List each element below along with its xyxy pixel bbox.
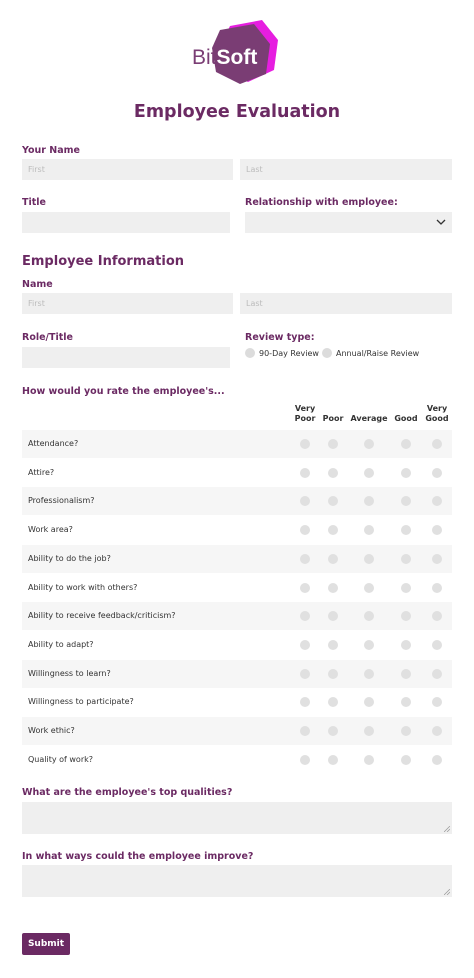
role-title-label: Role/Title <box>22 332 73 343</box>
rating-radio-button[interactable] <box>328 525 338 535</box>
form-title: Employee Evaluation <box>133 102 341 122</box>
rating-radio-button[interactable] <box>364 669 374 679</box>
rating-radio-button[interactable] <box>328 755 338 765</box>
relationship-label: Relationship with employee: <box>245 197 398 208</box>
rating-radio-button[interactable] <box>300 439 310 449</box>
rating-radio-button[interactable] <box>401 554 411 564</box>
radio-button[interactable] <box>322 348 332 358</box>
column-average: Average <box>350 414 388 423</box>
rating-radio-button[interactable] <box>300 697 310 707</box>
rating-radio-button[interactable] <box>328 697 338 707</box>
radio-button[interactable] <box>245 348 255 358</box>
rating-radio-button[interactable] <box>401 697 411 707</box>
rating-radio-button[interactable] <box>364 525 374 535</box>
employee-name-label: Name <box>22 279 53 290</box>
rating-radio-button[interactable] <box>432 439 442 449</box>
employee-info-heading: Employee Information <box>22 254 185 269</box>
rating-row-background <box>22 717 452 745</box>
column-very-good: Very Good <box>425 404 449 423</box>
rating-radio-button[interactable] <box>300 726 310 736</box>
rating-radio-button[interactable] <box>401 726 411 736</box>
rating-row-label: Ability to work with others? <box>28 582 138 592</box>
rating-radio-button[interactable] <box>300 554 310 564</box>
rating-radio-button[interactable] <box>364 583 374 593</box>
rating-radio-button[interactable] <box>300 468 310 478</box>
chevron-down-icon <box>436 217 446 227</box>
rating-radio-button[interactable] <box>432 755 442 765</box>
resize-grip-icon[interactable] <box>444 889 450 895</box>
rating-radio-button[interactable] <box>300 583 310 593</box>
rating-radio-button[interactable] <box>328 554 338 564</box>
submit-button[interactable]: Submit <box>22 933 70 955</box>
review-type-label: Review type: <box>245 332 315 343</box>
title-input[interactable] <box>22 212 230 233</box>
resize-grip-icon[interactable] <box>444 826 450 832</box>
improve-textarea[interactable] <box>22 865 452 897</box>
top-qualities-label: What are the employee's top qualities? <box>22 787 233 798</box>
logo-wordmark <box>192 46 257 70</box>
rating-radio-button[interactable] <box>401 468 411 478</box>
employee-last-name-input[interactable]: Last <box>240 293 452 314</box>
logo-bit-text: Bit <box>192 46 217 69</box>
rating-radio-button[interactable] <box>432 525 442 535</box>
rating-row-label: Professionalism? <box>28 496 95 506</box>
rating-radio-button[interactable] <box>364 697 374 707</box>
rating-radio-button[interactable] <box>300 755 310 765</box>
rating-radio-button[interactable] <box>432 583 442 593</box>
rating-radio-button[interactable] <box>364 468 374 478</box>
review-option-label: 90-Day Review <box>259 348 319 358</box>
rating-radio-button[interactable] <box>364 439 374 449</box>
rating-radio-button[interactable] <box>364 640 374 650</box>
rating-row-label: Willingness to learn? <box>28 668 111 678</box>
relationship-select[interactable] <box>245 212 452 233</box>
rating-row-label: Attire? <box>28 467 55 477</box>
rating-row-label: Attendance? <box>28 439 79 448</box>
rating-radio-button[interactable] <box>328 583 338 593</box>
your-first-name-input[interactable]: First <box>22 159 233 180</box>
rating-radio-button[interactable] <box>300 640 310 650</box>
your-last-name-input[interactable]: Last <box>240 159 452 180</box>
rating-radio-button[interactable] <box>364 755 374 765</box>
rating-radio-button[interactable] <box>401 525 411 535</box>
rating-row-label: Quality of work? <box>28 754 93 764</box>
rating-radio-button[interactable] <box>401 439 411 449</box>
role-title-input[interactable] <box>22 347 230 368</box>
rating-radio-button[interactable] <box>364 554 374 564</box>
rating-radio-button[interactable] <box>432 640 442 650</box>
rating-radio-button[interactable] <box>432 468 442 478</box>
rating-row-label: Work area? <box>28 525 73 535</box>
improve-label: In what ways could the employee improve? <box>22 851 254 862</box>
column-very-poor: Very Poor <box>294 404 316 423</box>
title-label: Title <box>22 197 46 208</box>
rating-radio-button[interactable] <box>401 755 411 765</box>
rating-row-label: Ability to adapt? <box>28 639 94 649</box>
rating-row-label: Work ethic? <box>28 726 75 735</box>
rating-row-background <box>22 430 452 458</box>
rating-radio-button[interactable] <box>328 640 338 650</box>
your-name-label: Your Name <box>22 145 80 156</box>
review-option-label: Annual/Raise Review <box>336 348 420 358</box>
rating-row-label: Ability to receive feedback/criticism? <box>28 611 176 621</box>
rating-row-label: Willingness to participate? <box>28 697 134 707</box>
rating-radio-button[interactable] <box>432 669 442 679</box>
rating-radio-button[interactable] <box>401 583 411 593</box>
rating-radio-button[interactable] <box>300 525 310 535</box>
rating-row-label: Ability to do the job? <box>28 553 111 563</box>
employee-first-name-input[interactable]: First <box>22 293 233 314</box>
column-good: Good <box>394 414 418 423</box>
rating-radio-button[interactable] <box>432 554 442 564</box>
rating-radio-button[interactable] <box>432 726 442 736</box>
rating-radio-button[interactable] <box>401 669 411 679</box>
bitsoft-logo <box>190 18 290 88</box>
review-option-90-day[interactable] <box>245 348 319 358</box>
rating-question: How would you rate the employee's... <box>22 386 225 397</box>
rating-radio-button[interactable] <box>328 468 338 478</box>
review-option-annual[interactable] <box>322 348 419 358</box>
rating-radio-button[interactable] <box>364 726 374 736</box>
logo-soft-text: Soft <box>216 46 258 69</box>
column-poor: Poor <box>322 414 344 423</box>
rating-radio-button[interactable] <box>401 640 411 650</box>
rating-radio-button[interactable] <box>432 697 442 707</box>
rating-radio-button[interactable] <box>328 439 338 449</box>
top-qualities-textarea[interactable] <box>22 802 452 834</box>
rating-radio-button[interactable] <box>328 669 338 679</box>
rating-radio-button[interactable] <box>300 669 310 679</box>
rating-radio-button[interactable] <box>328 726 338 736</box>
